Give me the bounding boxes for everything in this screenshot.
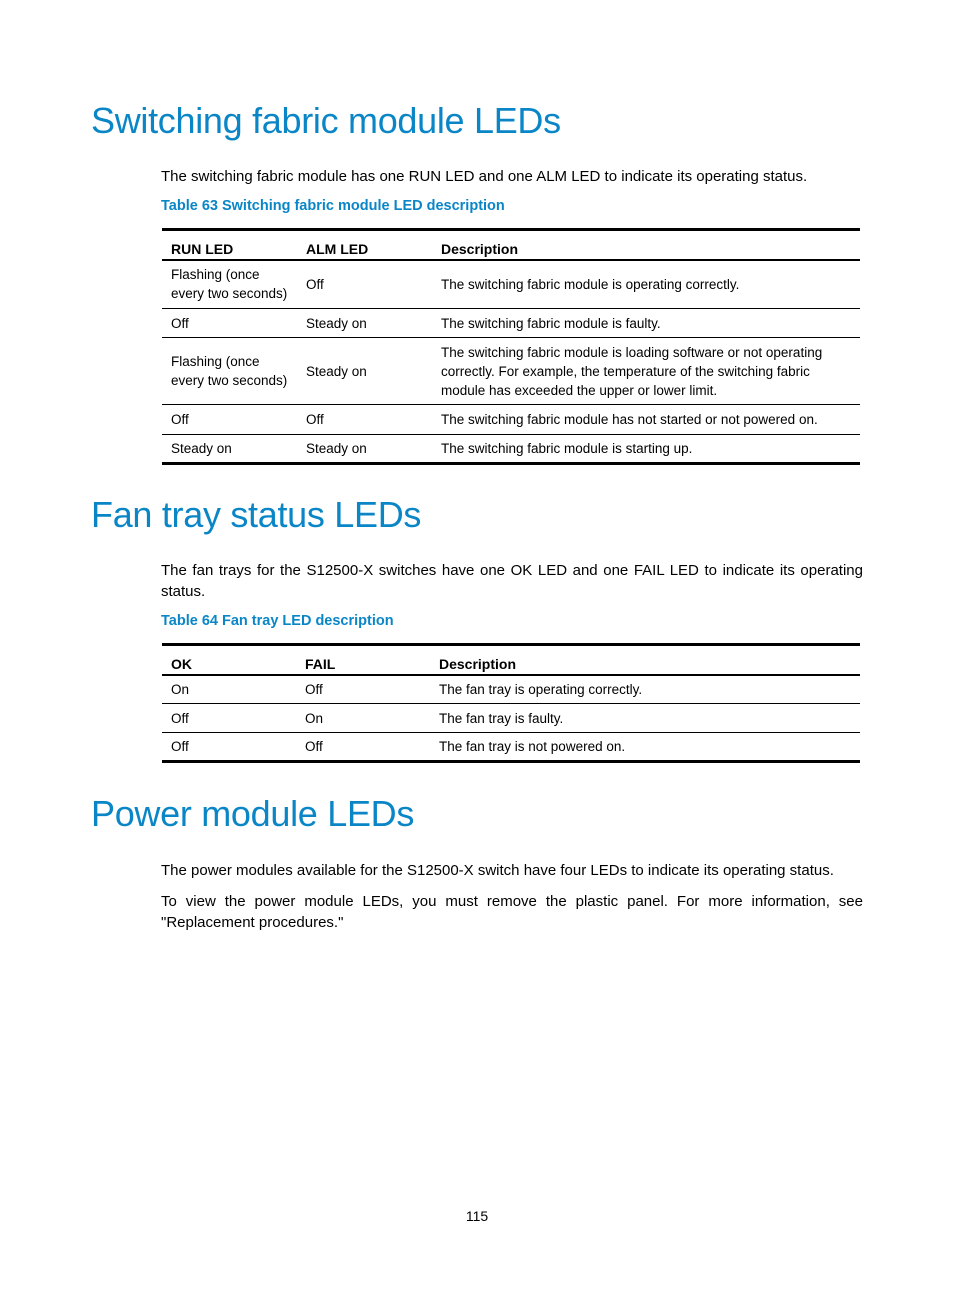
fail-cell: On	[296, 704, 430, 733]
column-header-alm-led: ALM LED	[297, 230, 432, 260]
section-title-fan-tray: Fan tray status LEDs	[91, 494, 422, 535]
ok-cell: Off	[162, 704, 296, 733]
table-row	[162, 338, 860, 405]
alm-led-cell: Steady on	[297, 338, 432, 405]
power-module-paragraph-2: To view the power module LEDs, you must remove the plastic panel. For more information, see "Replacement procedures."	[161, 893, 863, 931]
column-header-description: Description	[430, 645, 860, 675]
table-row	[162, 435, 860, 464]
fail-cell: Off	[305, 681, 323, 697]
switching-fabric-led-table	[162, 228, 860, 465]
column-header-fail: FAIL	[296, 645, 430, 675]
alm-led-cell: Steady on	[297, 435, 432, 464]
ok-cell: On	[171, 681, 190, 697]
run-led-cell: Off	[162, 405, 297, 435]
alm-led-cell: Steady on	[297, 309, 432, 338]
run-led-cell: Flashing (once every two seconds)	[171, 267, 288, 302]
run-led-cell: Steady on	[162, 435, 297, 464]
alm-led-cell: Off	[297, 405, 432, 435]
description-cell: The fan tray is faulty.	[430, 704, 860, 733]
description-cell: The switching fabric module is starting up.	[432, 435, 860, 464]
description-cell: The switching fabric module is faulty.	[432, 309, 860, 338]
description-cell: The switching fabric module has not started or not powered on.	[432, 405, 860, 435]
fan-tray-intro: The fan trays for the S12500-X switches have one OK LED and one FAIL LED to indicate its operating status.	[161, 562, 863, 600]
table-row	[162, 405, 860, 435]
page-number: 115	[465, 1208, 489, 1224]
description-cell: The fan tray is operating correctly.	[439, 681, 643, 697]
table-row	[162, 733, 860, 762]
switching-fabric-intro: The switching fabric module has one RUN LED and one ALM LED to indicate its operating status.	[161, 168, 808, 185]
ok-cell: Off	[162, 733, 296, 762]
power-module-paragraph-1: The power modules available for the S12500-X switch have four LEDs to indicate its operating status.	[161, 862, 834, 879]
description-cell: The switching fabric module is loading software or not operating correctly. For example, the temperature of the switching fabric module has exceeded the upper or lower limit.	[432, 338, 860, 405]
description-cell: The switching fabric module is operating correctly.	[441, 276, 740, 292]
run-led-cell: Off	[162, 309, 297, 338]
table-63-caption: Table 63 Switching fabric module LED description	[161, 198, 505, 214]
run-led-cell: Flashing (once every two seconds)	[162, 338, 297, 405]
alm-led-cell: Off	[306, 276, 324, 292]
section-title-power-module: Power module LEDs	[91, 793, 415, 834]
table-row	[162, 260, 860, 309]
description-cell: The fan tray is not powered on.	[430, 733, 860, 762]
table-64-caption: Table 64 Fan tray LED description	[161, 613, 394, 629]
fan-tray-led-table	[162, 643, 860, 763]
section-title-switching-fabric: Switching fabric module LEDs	[91, 100, 561, 141]
column-header-run-led: RUN LED	[162, 230, 297, 260]
table-row	[162, 675, 860, 704]
table-row	[162, 704, 860, 733]
table-row	[162, 309, 860, 338]
column-header-ok: OK	[162, 645, 296, 675]
column-header-description: Description	[432, 230, 860, 260]
fail-cell: Off	[296, 733, 430, 762]
